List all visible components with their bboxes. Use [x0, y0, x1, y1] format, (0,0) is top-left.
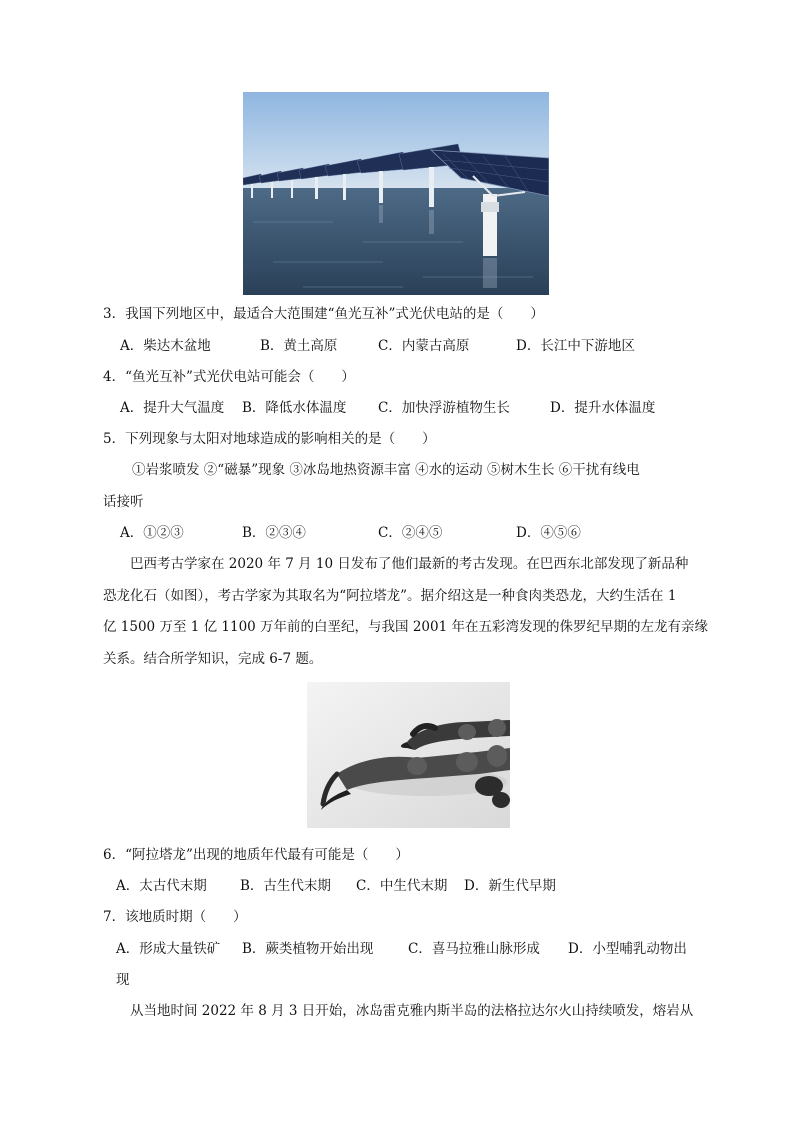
question-3-options [120, 337, 720, 355]
passage-1-line-4: 关系。结合所学知识，完成 6-7 题。 [103, 651, 323, 667]
q4-option-c[interactable]: C．加快浮游植物生长 [378, 400, 510, 416]
q5-option-d[interactable]: D．④⑤⑥ [516, 525, 581, 541]
question-5-stem: 5．下列现象与太阳对地球造成的影响相关的是（ ） [103, 431, 436, 447]
passage-2-line-1: 从当地时间 2022 年 8 月 3 日开始，冰岛雷克雅内斯半岛的法格拉达尔火山持续喷发，熔岩从 [130, 1003, 694, 1019]
question-4-stem: 4．“鱼光互补”式光伏电站可能会（ ） [103, 369, 355, 385]
question-5-list: ①岩浆喷发 ②“磁暴”现象 ③冰岛地热资源丰富 ④水的运动 ⑤树木生长 ⑥干扰有线电 [132, 462, 640, 478]
passage-1-line-2: 恐龙化石（如图），考古学家为其取名为“阿拉塔龙”。据介绍这是一种食肉类恐龙，大约生活在 1 [103, 588, 677, 604]
question-3-stem: 3．我国下列地区中，最适合大范围建“鱼光互补”式光伏电站的是（ ） [103, 306, 544, 322]
dinosaur-fossil-photo [307, 682, 510, 828]
question-4-options [120, 399, 720, 417]
question-6-options [116, 877, 716, 895]
passage-1-line-1: 巴西考古学家在 2020 年 7 月 10 日发布了他们最新的考古发现。在巴西东北部发现了新品种 [130, 556, 689, 572]
q6-option-c[interactable]: C．中生代末期 [356, 878, 448, 894]
q7-option-d-wrap: 现 [116, 972, 130, 988]
q4-option-d[interactable]: D．提升水体温度 [550, 400, 656, 416]
solar-panels-photo [243, 92, 549, 295]
question-5-list-wrap: 话接听 [103, 494, 144, 510]
q3-option-c[interactable]: C．内蒙古高原 [378, 338, 470, 354]
q7-option-b[interactable]: B．蕨类植物开始出现 [242, 941, 374, 957]
question-7-stem: 7．该地质时期（ ） [103, 909, 247, 925]
q3-option-a[interactable]: A．柴达木盆地 [120, 338, 211, 354]
q3-option-d[interactable]: D．长江中下游地区 [516, 338, 635, 354]
q5-option-a[interactable]: A．①②③ [120, 525, 184, 541]
q6-option-a[interactable]: A．太古代末期 [116, 878, 207, 894]
q7-option-a[interactable]: A．形成大量铁矿 [116, 941, 221, 957]
question-6-stem: 6．“阿拉塔龙”出现的地质年代最有可能是（ ） [103, 847, 409, 863]
q7-option-d[interactable]: D．小型哺乳动物出 [568, 941, 687, 957]
q7-option-c[interactable]: C．喜马拉雅山脉形成 [408, 941, 540, 957]
question-5-options [120, 524, 720, 542]
q6-option-d[interactable]: D．新生代早期 [464, 878, 556, 894]
q4-option-b[interactable]: B．降低水体温度 [242, 400, 347, 416]
passage-1-line-3: 亿 1500 万至 1 亿 1100 万年前的白垩纪，与我国 2001 年在五彩湾发现的侏罗纪早期的左龙有亲缘 [103, 619, 708, 635]
q4-option-a[interactable]: A．提升大气温度 [120, 400, 225, 416]
q3-option-b[interactable]: B．黄土高原 [260, 338, 338, 354]
q5-option-b[interactable]: B．②③④ [242, 525, 306, 541]
q6-option-b[interactable]: B．古生代末期 [240, 878, 331, 894]
q5-option-c[interactable]: C．②④⑤ [378, 525, 443, 541]
question-7-options [116, 940, 716, 958]
